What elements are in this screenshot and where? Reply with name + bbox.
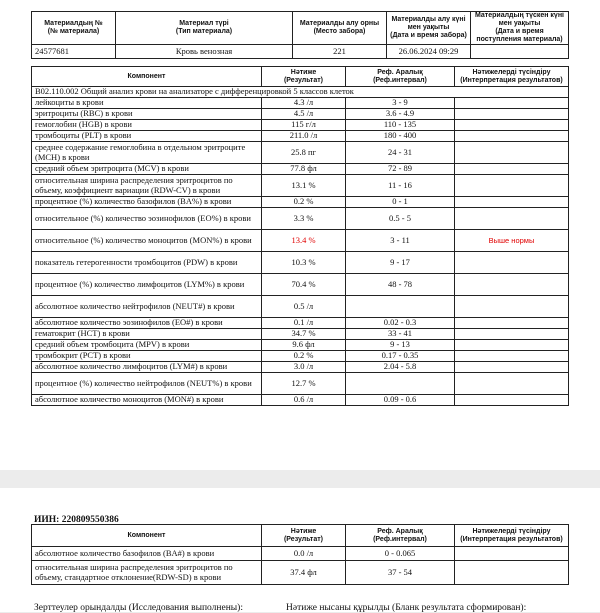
header-component: Компонент	[32, 525, 262, 547]
reference-range: 2.04 - 5.8	[346, 362, 455, 373]
table-row	[32, 340, 569, 351]
result-value: 0.2 %	[262, 351, 346, 362]
result-value: 0.6 /л	[262, 395, 346, 406]
header-collection-datetime: Материалды алу күні мен уақыты (Дата и время забора)	[387, 12, 471, 45]
result-value: 10.3 %	[262, 252, 346, 274]
received-datetime	[471, 45, 569, 59]
interpretation	[455, 120, 569, 131]
component-name: относительная ширина распределения эритроцитов по объему, стандартное отклонение(RDW-SD) в крови	[32, 561, 262, 585]
material-info-table	[31, 11, 569, 59]
component-name: гематокрит (HCT) в крови	[32, 329, 262, 340]
header-collection-place: Материалды алу орны (Место забора)	[293, 12, 387, 45]
interpretation	[455, 547, 569, 561]
table-row	[32, 329, 569, 340]
component-name: относительное (%) количество эозинофилов (EO%) в крови	[32, 208, 262, 230]
material-header-row	[32, 12, 569, 45]
table-row	[32, 296, 569, 318]
interpretation	[455, 164, 569, 175]
result-value: 115 г/л	[262, 120, 346, 131]
result-value: 0.1 /л	[262, 318, 346, 329]
result-value: 0.2 %	[262, 197, 346, 208]
reference-range: 11 - 16	[346, 175, 455, 197]
table-row	[32, 547, 569, 561]
header-reference: Реф. Аралық (Реф.интервал)	[346, 525, 455, 547]
header-material-type: Материал түрі (Тип материала)	[116, 12, 293, 45]
reference-range: 110 - 135	[346, 120, 455, 131]
result-value: 0.0 /л	[262, 547, 346, 561]
interpretation	[455, 395, 569, 406]
component-name: абсолютное количество моноцитов (MON#) в крови	[32, 395, 262, 406]
header-component: Компонент	[32, 67, 262, 87]
header-interpretation: Нәтижелерді түсіндіру (Интерпретация результатов)	[455, 525, 569, 547]
table-row	[32, 131, 569, 142]
interpretation: Выше нормы	[455, 230, 569, 252]
reference-range	[346, 373, 455, 395]
interpretation	[455, 318, 569, 329]
component-name: процентное (%) количество нейтрофилов (NEUT%) в крови	[32, 373, 262, 395]
reference-range: 37 - 54	[346, 561, 455, 585]
results-header-row	[32, 525, 569, 547]
component-name: среднее содержание гемоглобина в отдельном эритроците (MCH) в крови	[32, 142, 262, 164]
material-number: 24577681	[32, 45, 116, 59]
result-value: 70.4 %	[262, 274, 346, 296]
material-values-row	[32, 45, 569, 59]
component-name: показатель гетерогенности тромбоцитов (PDW) в крови	[32, 252, 262, 274]
reference-range: 72 - 89	[346, 164, 455, 175]
interpretation	[455, 351, 569, 362]
reference-range: 0 - 1	[346, 197, 455, 208]
reference-range: 48 - 78	[346, 274, 455, 296]
result-value: 25.8 пг	[262, 142, 346, 164]
result-value: 9.6 фл	[262, 340, 346, 351]
component-name: гемоглобин (HGB) в крови	[32, 120, 262, 131]
reference-range: 9 - 13	[346, 340, 455, 351]
table-row	[32, 120, 569, 131]
reference-range: 3 - 11	[346, 230, 455, 252]
reference-range: 0.17 - 0.35	[346, 351, 455, 362]
reference-range: 0.5 - 5	[346, 208, 455, 230]
interpretation	[455, 329, 569, 340]
table-row	[32, 208, 569, 230]
interpretation	[455, 109, 569, 120]
reference-range: 0.09 - 0.6	[346, 395, 455, 406]
interpretation	[455, 131, 569, 142]
table-row	[32, 351, 569, 362]
table-row	[32, 109, 569, 120]
component-name: тромбоциты (PLT) в крови	[32, 131, 262, 142]
header-received-datetime: Материалдың түскен күні мен уақыты (Дата и время поступления материала)	[471, 12, 569, 45]
result-value: 0.5 /л	[262, 296, 346, 318]
component-name: абсолютное количество эозинофилов (EO#) в крови	[32, 318, 262, 329]
header-result: Нәтиже (Результат)	[262, 67, 346, 87]
result-value: 4.3 /л	[262, 98, 346, 109]
component-name: абсолютное количество лимфоцитов (LYM#) в крови	[32, 362, 262, 373]
reference-range: 33 - 41	[346, 329, 455, 340]
table-row	[32, 274, 569, 296]
reference-range	[346, 296, 455, 318]
result-value: 211.0 /л	[262, 131, 346, 142]
collection-datetime: 26.06.2024 09:29	[387, 45, 471, 59]
table-row	[32, 175, 569, 197]
results-header-row	[32, 67, 569, 87]
table-row	[32, 142, 569, 164]
result-value: 77.8 фл	[262, 164, 346, 175]
header-result: Нәтиже (Результат)	[262, 525, 346, 547]
component-name: относительное (%) количество моноцитов (MON%) в крови	[32, 230, 262, 252]
table-row	[32, 164, 569, 175]
interpretation	[455, 175, 569, 197]
table-row	[32, 373, 569, 395]
reference-range: 9 - 17	[346, 252, 455, 274]
results-table	[31, 66, 569, 406]
analysis-title: В02.110.002 Общий анализ крови на анализаторе с дифференцировкой 5 классов клеток	[32, 87, 569, 98]
interpretation	[455, 208, 569, 230]
interpretation	[455, 362, 569, 373]
result-value: 37.4 фл	[262, 561, 346, 585]
interpretation	[455, 98, 569, 109]
table-row	[32, 561, 569, 585]
interpretation	[455, 561, 569, 585]
interpretation	[455, 252, 569, 274]
component-name: тромбокрит (PCT) в крови	[32, 351, 262, 362]
table-row	[32, 197, 569, 208]
header-material-number: Материалдың № (№ материала)	[32, 12, 116, 45]
table-row	[32, 318, 569, 329]
reference-range: 24 - 31	[346, 142, 455, 164]
component-name: абсолютное количество базофилов (BA#) в крови	[32, 547, 262, 561]
table-row	[32, 98, 569, 109]
reference-range: 0 - 0.065	[346, 547, 455, 561]
report-page-2	[0, 488, 600, 612]
component-name: относительная ширина распределения эритроцитов по объему, коэффициент вариации (RDW-CV) в крови	[32, 175, 262, 197]
table-row	[32, 252, 569, 274]
result-value: 4.5 /л	[262, 109, 346, 120]
table-row	[32, 230, 569, 252]
footer-form-generated: Нәтиже нысаны құрылды (Бланк результата сформирован):	[286, 603, 527, 613]
header-interpretation: Нәтижелерді түсіндіру (Интерпретация результатов)	[455, 67, 569, 87]
interpretation	[455, 340, 569, 351]
header-reference: Реф. Аралық (Реф.интервал)	[346, 67, 455, 87]
result-value: 13.1 %	[262, 175, 346, 197]
component-name: лейкоциты в крови	[32, 98, 262, 109]
footer-tests-performed: Зерттеулер орындалды (Исследования выполнены):	[34, 603, 243, 613]
component-name: абсолютное количество нейтрофилов (NEUT#) в крови	[32, 296, 262, 318]
result-value: 3.3 %	[262, 208, 346, 230]
interpretation	[455, 197, 569, 208]
table-row	[32, 395, 569, 406]
interpretation	[455, 142, 569, 164]
results-table-continued	[31, 524, 569, 585]
material-type: Кровь венозная	[116, 45, 293, 59]
patient-iin: ИИН: 220809550386	[34, 515, 119, 525]
collection-place: 221	[293, 45, 387, 59]
interpretation	[455, 296, 569, 318]
result-value: 34.7 %	[262, 329, 346, 340]
table-row	[32, 362, 569, 373]
component-name: средний объем тромбоцита (MPV) в крови	[32, 340, 262, 351]
result-value: 3.0 /л	[262, 362, 346, 373]
analysis-title-row	[32, 87, 569, 98]
reference-range: 3.6 - 4.9	[346, 109, 455, 120]
result-value: 12.7 %	[262, 373, 346, 395]
component-name: процентное (%) количество базофилов (BA%) в крови	[32, 197, 262, 208]
result-value: 13.4 %	[262, 230, 346, 252]
interpretation	[455, 373, 569, 395]
component-name: эритроциты (RBC) в крови	[32, 109, 262, 120]
reference-range: 3 - 9	[346, 98, 455, 109]
interpretation	[455, 274, 569, 296]
reference-range: 0.02 - 0.3	[346, 318, 455, 329]
component-name: процентное (%) количество лимфоцитов (LYM%) в крови	[32, 274, 262, 296]
component-name: средний объем эритроцита (MCV) в крови	[32, 164, 262, 175]
reference-range: 180 - 400	[346, 131, 455, 142]
